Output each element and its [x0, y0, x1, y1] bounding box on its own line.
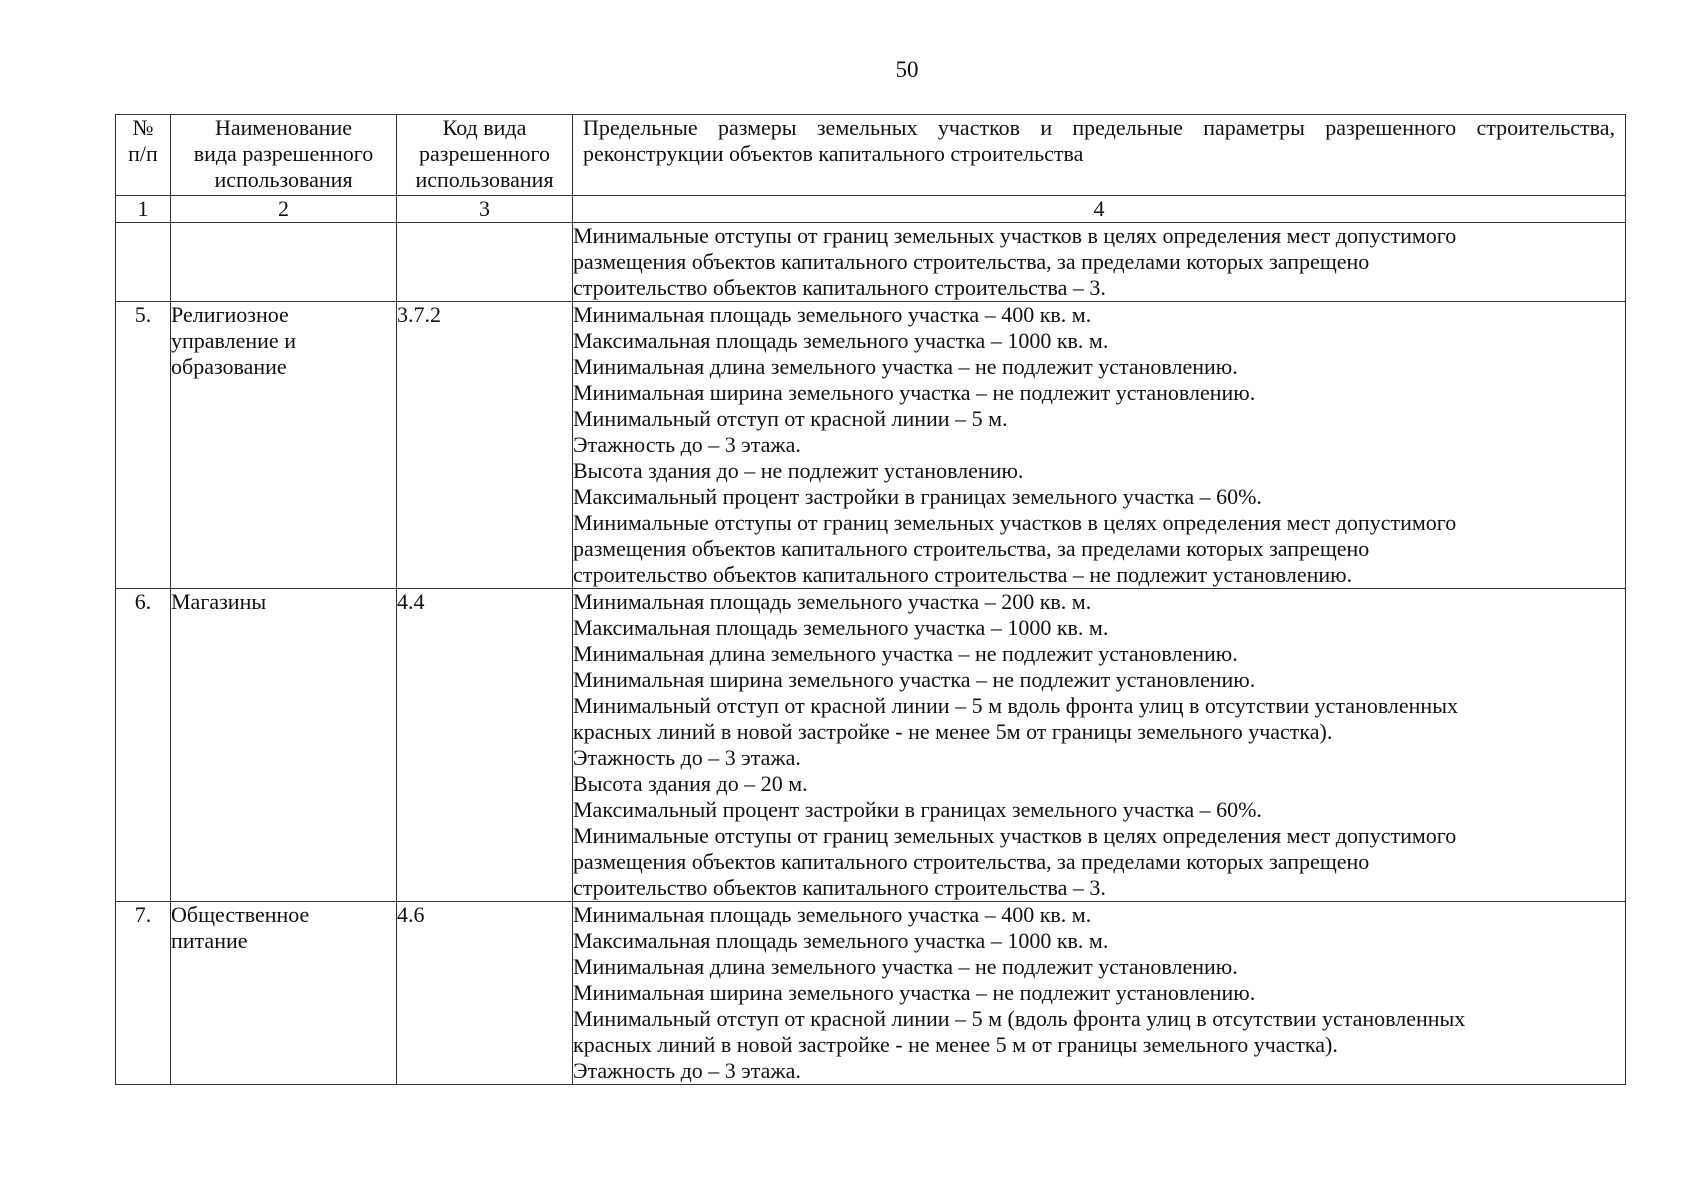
- parameter-line: размещения объектов капитального строительства, за пределами которых запрещено: [573, 249, 1370, 274]
- parameter-line: строительство объектов капитального строительства – не подлежит установлению.: [573, 562, 1353, 587]
- parameter-line: Минимальная площадь земельного участка – 400 кв. м.: [573, 302, 1092, 327]
- use-type-name-line: Религиозное: [171, 302, 289, 327]
- table-row: [116, 223, 1626, 302]
- parameter-line: Минимальная длина земельного участка – не подлежит установлению.: [573, 954, 1238, 979]
- table-row: [116, 302, 1626, 589]
- table-row: [116, 589, 1626, 902]
- parameter-line: Этажность до – 3 этажа.: [573, 432, 801, 457]
- header-text-line: использования: [214, 167, 353, 192]
- row-number: 7.: [116, 902, 171, 1085]
- parameter-line: Минимальные отступы от границ земельных участков в целях определения мест допустимого: [573, 510, 1457, 535]
- row-number: [116, 223, 171, 302]
- parameter-line: строительство объектов капитального строительства – 3.: [573, 275, 1106, 300]
- table-header-row: [116, 115, 1626, 196]
- parameter-line: строительство объектов капитального строительства – 3.: [573, 875, 1106, 900]
- limit-parameters: [573, 302, 1626, 589]
- parameter-line: Минимальная ширина земельного участка – не подлежит установлению.: [573, 380, 1256, 405]
- column-number: 4: [573, 196, 1626, 223]
- row-number: 5.: [116, 302, 171, 589]
- parameter-line: Максимальный процент застройки в границах земельного участка – 60%.: [573, 484, 1262, 509]
- parameter-line: размещения объектов капитального строительства, за пределами которых запрещено: [573, 849, 1370, 874]
- column-number: 1: [116, 196, 171, 223]
- header-text-line: Код вида: [442, 115, 527, 140]
- parameter-line: Этажность до – 3 этажа.: [573, 745, 801, 770]
- header-text-line: Наименование: [214, 115, 353, 140]
- header-row-number: [116, 115, 171, 196]
- parameter-line: Минимальная длина земельного участка – не подлежит установлению.: [573, 641, 1238, 666]
- header-limit-parameters: Предельные размеры земельных участков и предельные параметры разрешенного строительства, реконструкции объектов капитального строительства: [573, 115, 1626, 196]
- limit-parameters: [573, 589, 1626, 902]
- column-number-row: [116, 196, 1626, 223]
- parameter-line: Минимальные отступы от границ земельных участков в целях определения мест допустимого: [573, 223, 1457, 248]
- use-type-code: 3.7.2: [397, 302, 573, 589]
- header-text-line: использования: [415, 167, 554, 192]
- column-number: 3: [397, 196, 573, 223]
- use-type-name: [171, 902, 397, 1085]
- parameter-line: Минимальная площадь земельного участка – 200 кв. м.: [573, 589, 1092, 614]
- header-text-line: №: [132, 115, 154, 140]
- column-number: 2: [171, 196, 397, 223]
- parameter-line: красных линий в новой застройке - не менее 5м от границы земельного участка).: [573, 719, 1333, 744]
- use-type-name: [171, 223, 397, 302]
- parameter-line: Минимальный отступ от красной линии – 5 м.: [573, 406, 1008, 431]
- use-type-name-line: Магазины: [171, 589, 267, 614]
- parameter-line: Минимальный отступ от красной линии – 5 м вдоль фронта улиц в отсутствии установленных: [573, 693, 1458, 718]
- parameter-line: Высота здания до – не подлежит установлению.: [573, 458, 1024, 483]
- parameter-line: размещения объектов капитального строительства, за пределами которых запрещено: [573, 536, 1370, 561]
- land-use-regulations-table: [115, 114, 1626, 1085]
- limit-parameters: [573, 223, 1626, 302]
- table-body: [116, 223, 1626, 1085]
- use-type-code: 4.6: [397, 902, 573, 1085]
- use-type-code: 4.4: [397, 589, 573, 902]
- parameter-line: Максимальный процент застройки в границах земельного участка – 60%.: [573, 797, 1262, 822]
- limit-parameters: [573, 902, 1626, 1085]
- parameter-line: Этажность до – 3 этажа.: [573, 1058, 801, 1083]
- parameter-line: Минимальная площадь земельного участка – 400 кв. м.: [573, 902, 1092, 927]
- parameter-line: Минимальный отступ от красной линии – 5 м (вдоль фронта улиц в отсутствии установленных: [573, 1006, 1466, 1031]
- parameter-line: Высота здания до – 20 м.: [573, 771, 808, 796]
- parameter-line: Максимальная площадь земельного участка – 1000 кв. м.: [573, 615, 1109, 640]
- page-number: 50: [895, 57, 919, 82]
- use-type-code: [397, 223, 573, 302]
- parameter-line: Минимальная ширина земельного участка – не подлежит установлению.: [573, 980, 1256, 1005]
- row-number: 6.: [116, 589, 171, 902]
- parameter-line: Максимальная площадь земельного участка – 1000 кв. м.: [573, 328, 1109, 353]
- header-text-line: вида разрешенного: [193, 141, 374, 166]
- use-type-name: [171, 302, 397, 589]
- header-use-type-name: [171, 115, 397, 196]
- header-text-line: п/п: [128, 141, 158, 166]
- table-row: [116, 902, 1626, 1085]
- use-type-name-line: образование: [171, 354, 287, 379]
- header-text-line: разрешенного: [419, 141, 550, 166]
- parameter-line: Минимальная длина земельного участка – не подлежит установлению.: [573, 354, 1238, 379]
- parameter-line: Максимальная площадь земельного участка – 1000 кв. м.: [573, 928, 1109, 953]
- parameter-line: Минимальная ширина земельного участка – не подлежит установлению.: [573, 667, 1256, 692]
- parameter-line: красных линий в новой застройке - не менее 5 м от границы земельного участка).: [573, 1032, 1338, 1057]
- parameter-line: Минимальные отступы от границ земельных участков в целях определения мест допустимого: [573, 823, 1457, 848]
- header-use-type-code: [397, 115, 573, 196]
- use-type-name-line: питание: [171, 928, 248, 953]
- use-type-name-line: Общественное: [171, 902, 310, 927]
- use-type-name: [171, 589, 397, 902]
- use-type-name-line: управление и: [171, 328, 296, 353]
